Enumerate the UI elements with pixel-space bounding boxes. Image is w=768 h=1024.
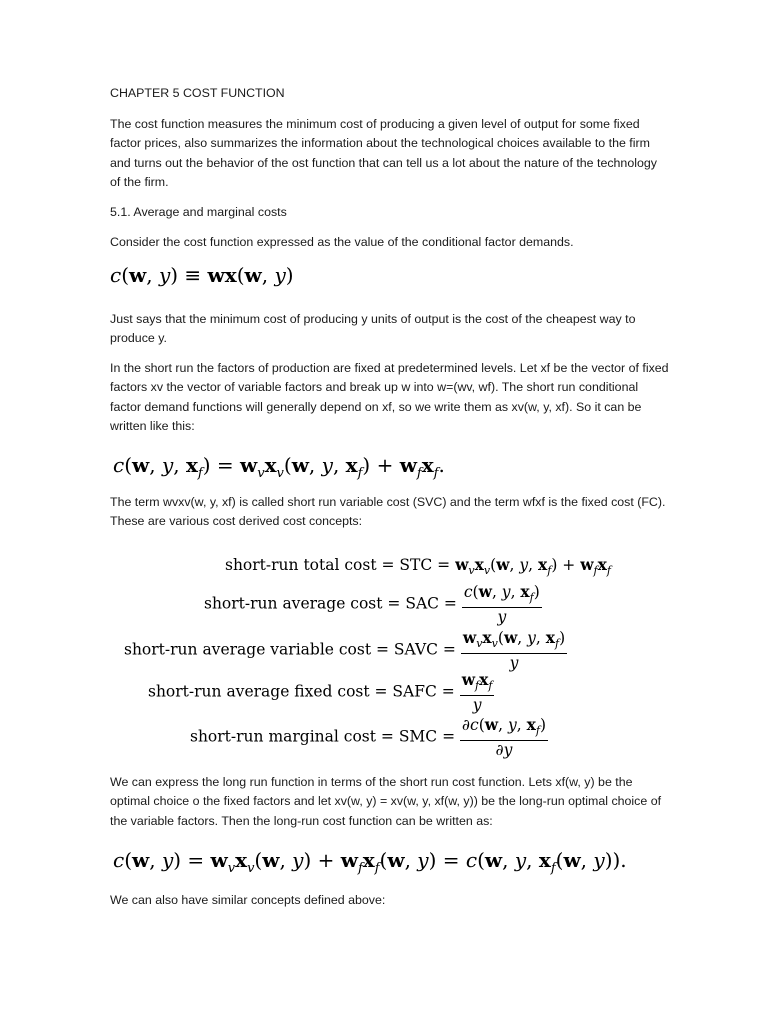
definition-safc: short-run average fixed cost = SAFC = $\frac{w_fx_f}{y}$: [148, 670, 493, 715]
definition-smc: short-run marginal cost = SMC = $\frac{\partial c(w, y, x_f)}{\partial y}$: [190, 715, 546, 760]
consider-paragraph: Consider the cost function expressed as the value of the conditional factor demands.: [110, 235, 574, 249]
closing-paragraph: We can also have similar concepts defined above:: [110, 893, 386, 907]
equation-long-run: c(w, $y) = w_vx_v(w$, $y) + w_fx_f(w$, y) = c(w, y, $x_f(w$, y)).: [113, 848, 627, 876]
cost-definitions: [112, 548, 632, 758]
short-run-paragraph: In the short run the factors of production are fixed at predetermined levels. Let xf be the vector of fixed factors xv the vector of variable factors and break up w into w=(wv, wf). The short run conditional factor demand functions will generally depend on xf, so we write them as xv(w, y, xf). So it can be written like this:: [110, 361, 669, 434]
long-run-paragraph: We can express the long run function in terms of the short run cost function. Lets xf(w, y) be the optimal choice o the fixed factors and let xv(w, y) = xv(w, y, xf(w, y)) be the long-run optimal choice of the variable factors. Then the long-run cost function can be written as:: [110, 775, 662, 828]
equation-short-run: c(w, y, $x_f) = w_vx_v(w$, y, $x_f) + w_fx_f$.: [113, 453, 445, 481]
definition-savc: short-run average variable cost = SAVC = $\frac{w_vx_v(w, y, x_f)}{y}$: [124, 628, 566, 673]
term-paragraph: The term wvxv(w, y, xf) is called short run variable cost (SVC) and the term wfxf is the fixed cost (FC). These are various cost derived cost concepts:: [110, 495, 666, 529]
section-heading: 5.1. Average and marginal costs: [110, 205, 287, 219]
intro-paragraph: The cost function measures the minimum cost of producing a given level of output for some fixed factor prices, also summarizes the information about the technological choices available to the firm and turns out the behavior of the ost function that can tell us a lot about the nature of the technology of the firm.: [110, 117, 657, 190]
chapter-title: CHAPTER 5 COST FUNCTION: [110, 86, 285, 100]
equation-cost-function: c(w, y) ≡ wx(w, y): [110, 263, 294, 287]
definition-stc: short-run total cost = STC = $w_vx_v(w$, y, $x_f) + w_fx_f$: [225, 555, 611, 578]
definition-sac: short-run average cost = SAC = $\frac{c(w, y, x_f)}{y}$: [204, 582, 540, 627]
just-says-paragraph: Just says that the minimum cost of producing y units of output is the cost of the cheapest way to produce y.: [110, 312, 636, 346]
